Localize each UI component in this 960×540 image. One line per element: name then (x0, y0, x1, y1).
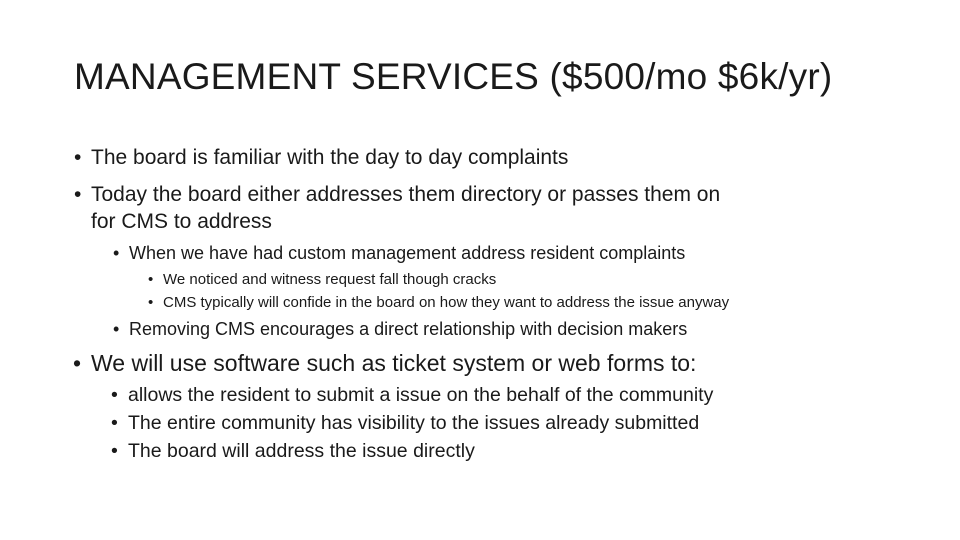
bullet-item (73, 350, 697, 377)
bullet-item (113, 319, 688, 340)
bullet-glyph: • (113, 319, 120, 339)
bullet-text: for CMS to address (91, 210, 272, 233)
bullet-glyph: • (111, 412, 118, 434)
bullet-text: The board is familiar with the day to day complaints (91, 146, 569, 169)
bullet-item (74, 183, 721, 207)
bullet-text: Removing CMS encourages a direct relationship with decision makers (129, 319, 688, 339)
bullet-text: CMS typically will confide in the board on how they want to address the issue anyway (163, 294, 730, 311)
bullet-text: When we have had custom management address resident complaints (129, 243, 686, 263)
bullet-glyph: • (148, 271, 154, 288)
bullet-item (111, 440, 475, 463)
slide-title: MANAGEMENT SERVICES ($500/mo $6k/yr) (74, 56, 833, 97)
bullet-text: The entire community has visibility to the issues already submitted (128, 412, 700, 434)
bullet-item (74, 146, 569, 170)
bullet-glyph: • (148, 294, 154, 311)
bullet-continuation (91, 210, 272, 234)
bullet-text: The board will address the issue directly (128, 440, 475, 462)
bullet-text: We noticed and witness request fall though cracks (163, 271, 497, 288)
bullet-text: allows the resident to submit a issue on the behalf of the community (128, 384, 714, 406)
bullet-item (148, 271, 497, 288)
bullet-glyph: • (74, 146, 82, 169)
bullet-item (113, 243, 686, 264)
bullet-glyph: • (74, 183, 82, 206)
bullet-item (111, 412, 700, 435)
bullet-item (148, 294, 730, 311)
bullet-text: We will use software such as ticket system or web forms to: (91, 350, 697, 376)
bullet-item (111, 384, 714, 407)
bullet-glyph: • (111, 440, 118, 462)
bullet-text: Today the board either addresses them directory or passes them on (91, 183, 721, 206)
bullet-glyph: • (73, 350, 82, 376)
bullet-glyph: • (111, 384, 118, 406)
bullet-glyph: • (113, 243, 120, 263)
